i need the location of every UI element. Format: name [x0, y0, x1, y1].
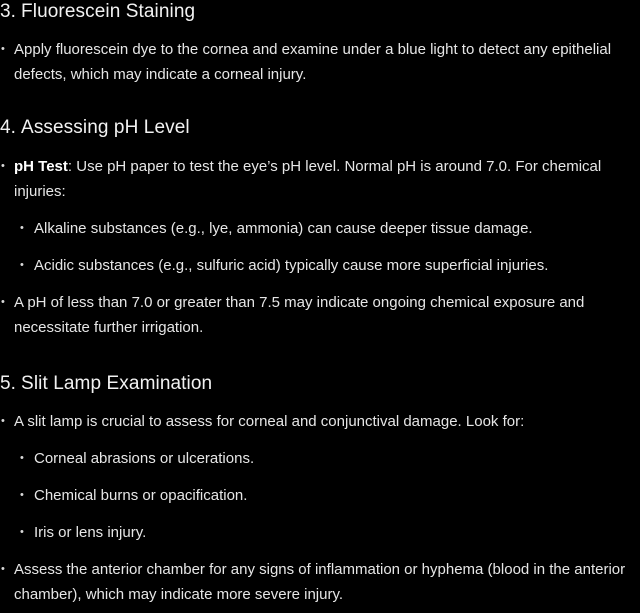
- sub-list-item-text: Alkaline substances (e.g., lye, ammonia) can cause deeper tissue damage.: [34, 220, 533, 237]
- list-item-text: Assess the anterior chamber for any signs of inflammation or hyphema (blood in the anterior chamber), which may indicate more severe injury.: [14, 561, 626, 603]
- sub-list-item-text: Acidic substances (e.g., sulfuric acid) typically cause more superficial injuries.: [34, 257, 549, 274]
- sub-list-item-text: Iris or lens injury.: [34, 524, 147, 541]
- sub-list-item: [0, 520, 640, 545]
- sub-list-item-text: Corneal abrasions or ulcerations.: [34, 450, 255, 467]
- section-heading-fluorescein-staining: [0, 0, 195, 24]
- sub-list-item: [0, 446, 640, 471]
- section-list: [0, 409, 640, 607]
- list-item-text: A slit lamp is crucial to assess for corneal and conjunctival damage. Look for:: [14, 413, 525, 430]
- section-title: Assessing pH Level: [21, 117, 190, 138]
- sub-list-item: [0, 483, 640, 508]
- section-heading-assessing-ph-level: [0, 116, 190, 140]
- list-item-bold-label: pH Test: [14, 158, 68, 175]
- section-number: 5.: [0, 373, 17, 394]
- list-item: [0, 409, 640, 434]
- section-heading-slit-lamp-examination: [0, 372, 212, 396]
- section-title: Fluorescein Staining: [21, 1, 196, 22]
- list-item-text: Apply fluorescein dye to the cornea and examine under a blue light to detect any epithelial defects, which may indicate a corneal injury.: [14, 41, 612, 83]
- list-item: [0, 290, 640, 340]
- section-title: Slit Lamp Examination: [21, 373, 213, 394]
- list-item: [0, 37, 640, 87]
- sub-list-item: [0, 216, 640, 241]
- section-list: [0, 154, 640, 340]
- list-item: [0, 154, 640, 204]
- section-number: 3.: [0, 1, 17, 22]
- list-item-text: : Use pH paper to test the eye’s pH level. Normal pH is around 7.0. For chemical injuries:: [14, 158, 602, 200]
- sub-list-item: [0, 253, 640, 278]
- list-item-text: A pH of less than 7.0 or greater than 7.5 may indicate ongoing chemical exposure and necessitate further irrigation.: [14, 294, 585, 336]
- sub-list-item-text: Chemical burns or opacification.: [34, 487, 248, 504]
- list-item: [0, 557, 640, 607]
- section-number: 4.: [0, 117, 17, 138]
- section-list: [0, 37, 640, 87]
